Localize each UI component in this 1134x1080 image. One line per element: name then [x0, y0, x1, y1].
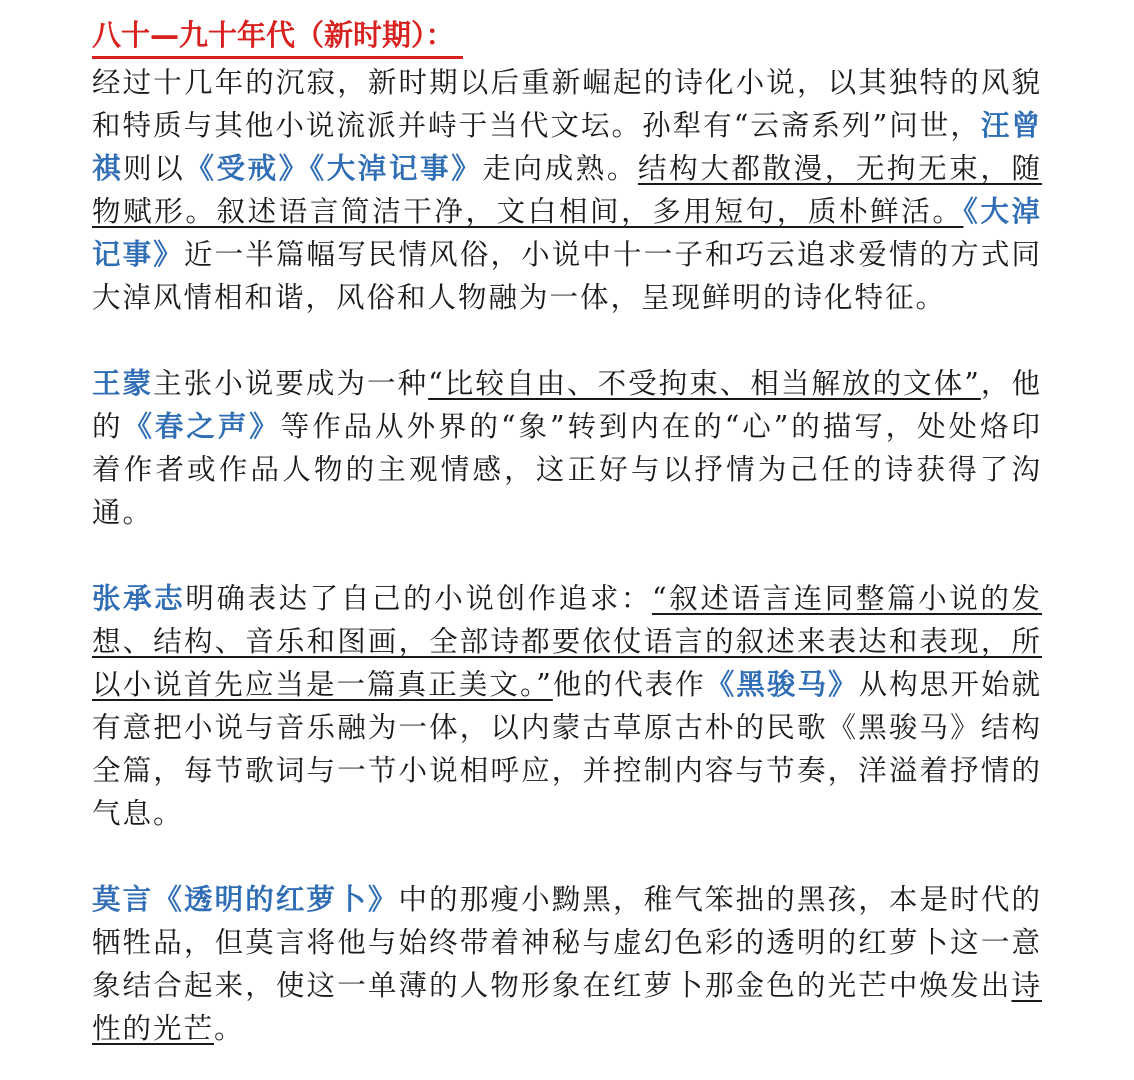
work-title: 《受戒》《大淖记事》: [185, 152, 483, 185]
underlined-text: 诗性的光芒: [92, 969, 1042, 1045]
paragraph-text: 。: [214, 1012, 245, 1045]
author-name: 汪曾祺: [92, 109, 1042, 185]
paragraph-text: 等作品从外界的“象”转到内在的“心”的描写，处处烙印着作者或作品人物的主观情感，这正好与以抒情为己任的诗获得了沟通。: [92, 410, 1042, 529]
paragraph-text: 则以: [123, 152, 186, 185]
paragraph-wang-meng: [92, 362, 1042, 534]
paragraph-text: 走向成熟。: [482, 152, 638, 185]
work-title: 《透明的红萝卜》: [153, 883, 399, 916]
paragraph-wang-zengqi: [92, 61, 1042, 319]
paragraph-text: 经过十几年的沉寂，新时期以后重新崛起的诗化小说，以其独特的风貌和特质与其他小说流派并峙于当代文坛。孙犁有“云斋系列”问世，: [92, 66, 1042, 142]
underlined-text: “叙述语言连同整篇小说的发想、结构、音乐和图画，全部诗都要依仗语言的叙述来表达和表现，所以小说首先应当是一篇真正美文。”: [92, 582, 1042, 701]
underlined-text: “比较自由、不受拘束、相当解放的文体”: [428, 367, 981, 400]
paragraph-zhang-chengzhi: [92, 577, 1042, 835]
section-heading: 八十—九十年代（新时期）：: [92, 14, 463, 59]
paragraph-text: 他的代表作: [552, 668, 706, 701]
paragraph-text: 明确表达了自己的小说创作追求：: [185, 582, 653, 615]
author-name: 张承志: [92, 582, 186, 615]
work-title: 《黑骏马》: [705, 668, 859, 701]
work-title: 《大淖记事》: [92, 195, 1042, 271]
paragraph-text: 中的那瘦小黝黑，稚气笨拙的黑孩，本是时代的牺牲品，但莫言将他与始终带着神秘与虚幻色彩的透明的红萝卜这一意象结合起来，使这一单薄的人物形象在红萝卜那金色的光芒中焕发出: [92, 883, 1042, 1002]
paragraph-text: 从构思开始就有意把小说与音乐融为一体，以内蒙古草原古朴的民歌《黑骏马》结构全篇，每节歌词与一节小说相呼应，并控制内容与节奏，洋溢着抒情的气息。: [92, 668, 1042, 830]
paragraph-mo-yan: [92, 878, 1042, 1050]
paragraph-text: 主张小说要成为一种: [153, 367, 429, 400]
author-name: 莫言: [92, 883, 154, 916]
underlined-text: 结构大都散漫，无拘无束，随物赋形。叙述语言简洁干净，文白相间，多用短句，质朴鲜活。: [92, 152, 1042, 228]
paragraph-text: 近一半篇幅写民情风俗，小说中十一子和巧云追求爱情的方式同大淖风情相和谐，风俗和人物融为一体，呈现鲜明的诗化特征。: [92, 238, 1042, 314]
author-name: 王蒙: [92, 367, 154, 400]
document-page: [92, 14, 1042, 1050]
paragraph-text: ，他的: [92, 367, 1042, 443]
work-title: 《春之声》: [123, 410, 281, 443]
